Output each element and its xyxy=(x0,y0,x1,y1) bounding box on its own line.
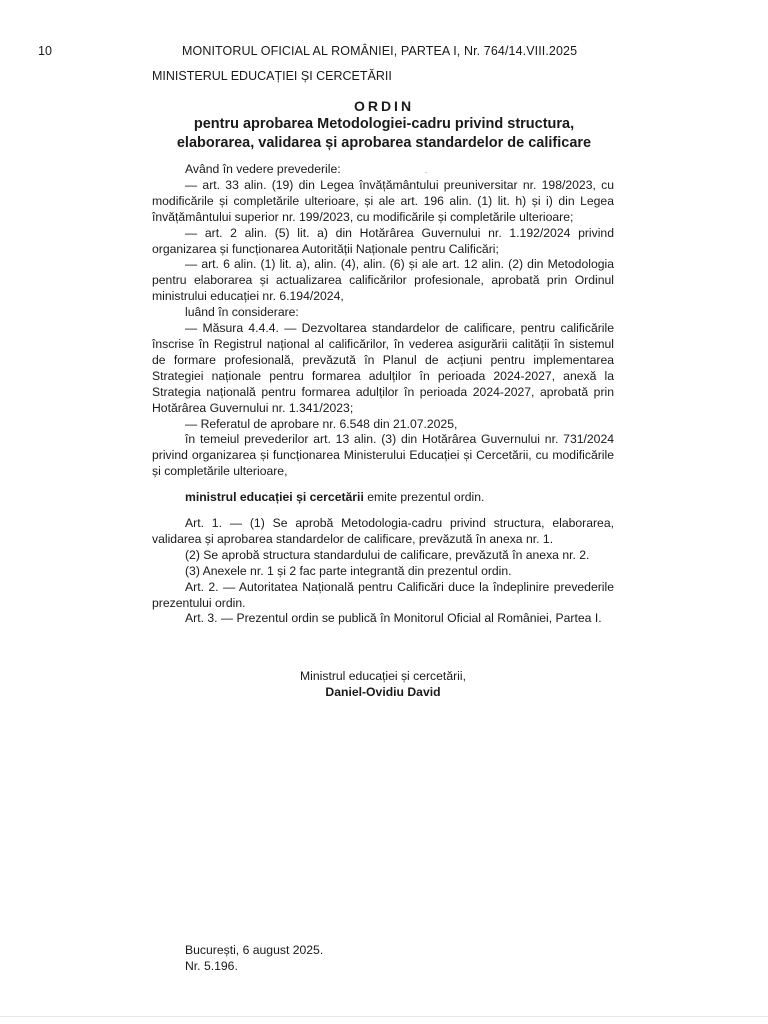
issuing-clause xyxy=(152,490,614,506)
preamble-paragraph: — art. 33 alin. (19) din Legea învățământului preuniversitar nr. 198/2023, cu modificările și completările ulterioare, și ale art. 196 alin. (1) lit. h) și i) din Legea învățământului superior nr. 199/2023, cu modificările și completările ulterioare; xyxy=(152,177,614,224)
signatory-name: Daniel-Ovidiu David xyxy=(325,685,441,699)
issue-footer xyxy=(185,942,323,974)
preamble-legal-basis: în temeiul prevederilor art. 13 alin. (3) din Hotărârea Guvernului nr. 731/2024 privind organizarea și funcționarea Ministerului Educației și Cercetării, cu modificările și completările ulterioare, xyxy=(152,432,614,479)
preamble-paragraph: — Măsura 4.4.4. — Dezvoltarea standardelor de calificare, pentru calificările înscrise în Registrul național al calificărilor, în vederea asigurării calității în sistemul de formare profesională, prevăzută în Planul de acțiuni pentru implementarea Strategiei naționale pentru formarea adulților în perioada 2024-2027, anexă la Strategia națională pentru formarea adulților în perioada 2024-2027, aprobată prin Hotărârea Guvernului nr. 1.341/2023; xyxy=(152,321,614,415)
signatory-role: Ministrul educației și cercetării, xyxy=(300,669,466,683)
preamble-paragraph: — Referatul de aprobare nr. 6.548 din 21.07.2025, xyxy=(185,416,458,431)
article-3: Art. 3. — Prezentul ordin se publică în Monitorul Oficial al României, Partea I. xyxy=(185,611,602,626)
article-1-paragraph-2: (2) Se aprobă structura standardului de calificare, prevăzută în anexa nr. 2. xyxy=(185,547,590,562)
order-subtitle-line-1: pentru aprobarea Metodologiei-cadru privind structura, xyxy=(193,116,575,132)
signature-block xyxy=(152,668,614,700)
article-1-paragraph-3: (3) Anexele nr. 1 și 2 fac parte integrantă din prezentul ordin. xyxy=(185,563,512,578)
page-number: 10 xyxy=(38,44,52,58)
issuing-clause-minister: ministrul educației și cercetării xyxy=(185,490,364,505)
issuing-clause-rest: emite prezentul ordin. xyxy=(363,490,485,505)
place-date: București, 6 august 2025. xyxy=(185,943,324,957)
preamble-intro: Având în vedere prevederile: xyxy=(185,162,341,176)
article-2: Art. 2. — Autoritatea Națională pentru Calificări duce la îndeplinire prevederile prezentului ordin. xyxy=(152,579,614,610)
order-title: ORDIN xyxy=(353,98,415,114)
article-1-paragraph-1: Art. 1. — (1) Se aprobă Metodologia-cadru privind structura, elaborarea, validarea și aprobarea standardelor de calificare, prevăzută în anexa nr. 1. xyxy=(152,516,614,546)
order-title-block xyxy=(152,97,616,153)
preamble-considering: luând în considerare: xyxy=(185,305,299,320)
order-body xyxy=(152,162,614,627)
page-bottom-edge xyxy=(0,1016,768,1017)
preamble-paragraph: — art. 2 alin. (5) lit. a) din Hotărârea Guvernului nr. 1.192/2024 privind organizarea și funcționarea Autorității Naționale pentru Calificări; xyxy=(152,225,614,256)
preamble-paragraph: — art. 6 alin. (1) lit. a), alin. (4), alin. (6) și ale art. 12 alin. (2) din Metodologia pentru elaborarea și actualizarea calificărilor profesionale, aprobată prin Ordinul ministrului educației nr. 6.194/2024, xyxy=(152,257,614,304)
order-number: Nr. 5.196. xyxy=(185,959,238,973)
issuer-name: MINISTERUL EDUCAȚIEI ȘI CERCETĂRII xyxy=(152,69,392,83)
running-header: MONITORUL OFICIAL AL ROMÂNIEI, PARTEA I, Nr. 764/14.VIII.2025 xyxy=(182,44,578,58)
order-subtitle-line-2: elaborarea, validarea și aprobarea standardelor de calificare xyxy=(176,135,592,151)
